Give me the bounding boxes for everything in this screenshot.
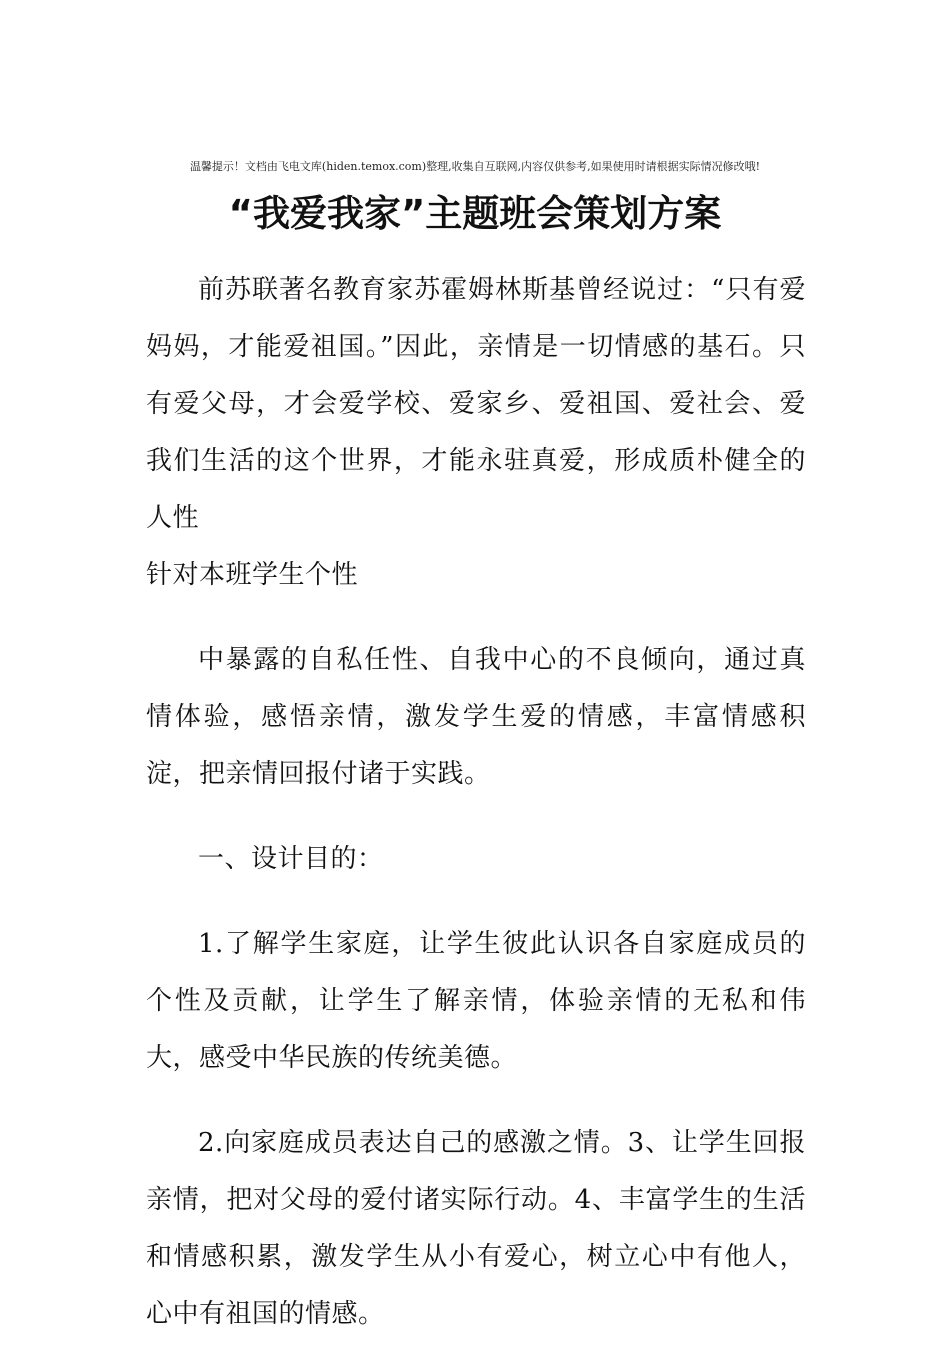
paragraph-intro-continued: 针对本班学生个性 xyxy=(146,560,359,590)
paragraph-goal-1: 1.了解学生家庭，让学生彼此认识各自家庭成员的个性及贡献，让学生了解亲情，体验亲情的无私和伟大，感受中华民族的传统美德。 xyxy=(146,929,806,1073)
paragraph-intro: 前苏联著名教育家苏霍姆林斯基曾经说过：“只有爱妈妈，才能爱祖国。”因此，亲情是一切情感的基石。只有爱父母，才会爱学校、爱家乡、爱祖国、爱社会、爱我们生活的这个世界，才能永驻真爱，形成质朴健全的人性 xyxy=(146,275,806,533)
paragraph-purpose-summary: 中暴露的自私任性、自我中心的不良倾向，通过真情体验，感悟亲情，激发学生爱的情感，丰富情感积淀，把亲情回报付诸于实践。 xyxy=(146,645,806,789)
notice-banner: 温馨提示！文档由飞电文库(hiden.temox.com)整理,收集自互联网,内容仅供参考,如果使用时请根据实际情况修改哦! xyxy=(189,160,761,173)
paragraph-goal-2-4: 2.向家庭成员表达自己的感激之情。3、让学生回报亲情，把对父母的爱付诸实际行动。4、丰富学生的生活和情感积累，激发学生从小有爱心，树立心中有他人，心中有祖国的情感。 xyxy=(146,1128,806,1329)
document-body xyxy=(146,262,806,1371)
section-heading-design-goals: 一、设计目的： xyxy=(198,844,384,874)
document-title: “我爱我家”主题班会策划方案 xyxy=(228,192,722,235)
